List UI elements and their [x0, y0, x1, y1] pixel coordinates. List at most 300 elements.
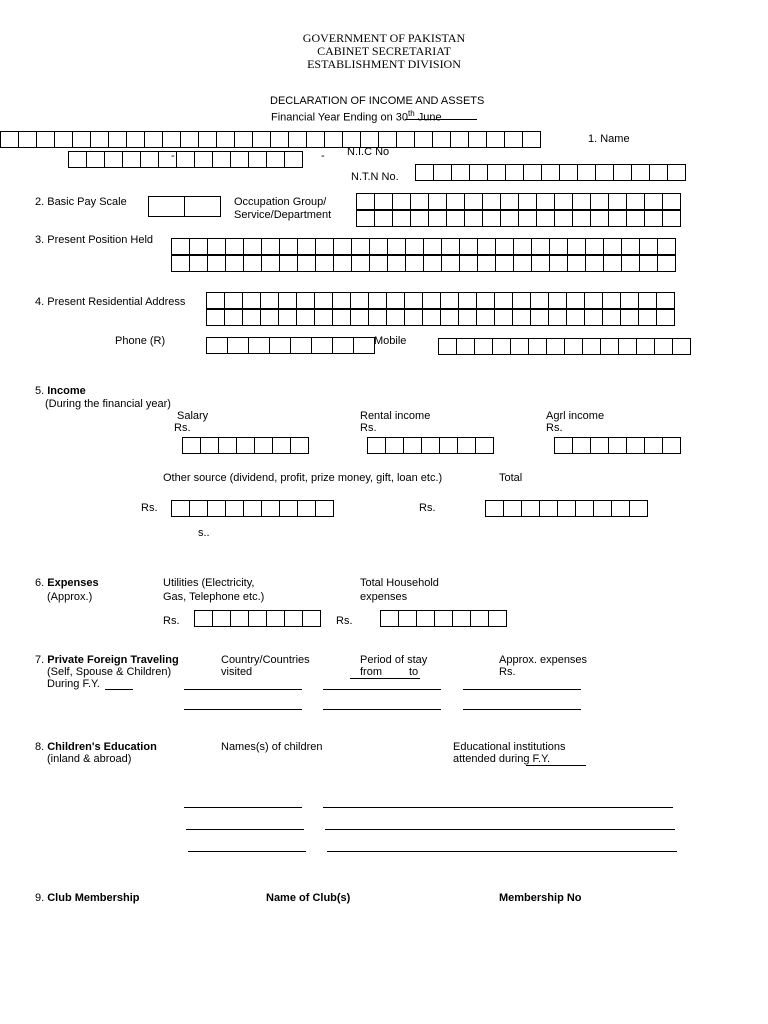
occupation-box[interactable] [356, 210, 375, 227]
agri-box[interactable] [572, 437, 591, 454]
child-name-line-3[interactable] [188, 851, 306, 852]
nic-box[interactable] [122, 151, 141, 168]
ntn-box[interactable] [433, 164, 452, 181]
address-box[interactable] [206, 292, 225, 309]
institution-line-2[interactable] [325, 829, 675, 830]
total-box[interactable] [557, 500, 576, 517]
name-box[interactable] [306, 131, 325, 148]
total-box[interactable] [593, 500, 612, 517]
position-box[interactable] [531, 238, 550, 255]
name-box[interactable] [36, 131, 55, 148]
total-box[interactable] [539, 500, 558, 517]
agri-boxes[interactable] [554, 437, 680, 454]
household-boxes[interactable] [380, 610, 506, 627]
position-box[interactable] [603, 238, 622, 255]
phone-boxes[interactable] [206, 337, 374, 354]
occupation-box[interactable] [572, 210, 591, 227]
position-box[interactable] [369, 255, 388, 272]
ntn-box[interactable] [649, 164, 668, 181]
occupation-box[interactable] [644, 193, 663, 210]
salary-box[interactable] [200, 437, 219, 454]
position-box[interactable] [495, 238, 514, 255]
occupation-box[interactable] [374, 193, 393, 210]
occupation-box[interactable] [428, 193, 447, 210]
nic-box[interactable] [284, 151, 303, 168]
total-boxes[interactable] [485, 500, 647, 517]
occupation-box[interactable] [410, 193, 429, 210]
household-box[interactable] [488, 610, 507, 627]
mobile-box[interactable] [492, 338, 511, 355]
position-box[interactable] [207, 255, 226, 272]
position-box[interactable] [621, 255, 640, 272]
other-source-box[interactable] [315, 500, 334, 517]
position-box[interactable] [405, 255, 424, 272]
occupation-box[interactable] [626, 193, 645, 210]
position-box[interactable] [441, 255, 460, 272]
name-box[interactable] [414, 131, 433, 148]
position-box[interactable] [585, 255, 604, 272]
total-box[interactable] [575, 500, 594, 517]
occupation-box[interactable] [518, 210, 537, 227]
address-box[interactable] [656, 309, 675, 326]
salary-box[interactable] [236, 437, 255, 454]
address-box[interactable] [638, 292, 657, 309]
ntn-box[interactable] [469, 164, 488, 181]
position-box[interactable] [189, 255, 208, 272]
name-box[interactable] [0, 131, 19, 148]
address-box[interactable] [494, 309, 513, 326]
name-box[interactable] [126, 131, 145, 148]
rental-box[interactable] [385, 437, 404, 454]
ntn-box[interactable] [595, 164, 614, 181]
rental-box[interactable] [421, 437, 440, 454]
address-box[interactable] [512, 309, 531, 326]
bps-box[interactable] [184, 196, 221, 217]
other-source-boxes[interactable] [171, 500, 333, 517]
position-box[interactable] [387, 255, 406, 272]
position-box[interactable] [477, 255, 496, 272]
rental-box[interactable] [457, 437, 476, 454]
salary-box[interactable] [182, 437, 201, 454]
address-box[interactable] [620, 292, 639, 309]
period-line-2[interactable] [323, 709, 441, 710]
expenses-line-1[interactable] [463, 689, 581, 690]
ntn-box[interactable] [487, 164, 506, 181]
nic-boxes[interactable] [68, 151, 302, 168]
household-box[interactable] [434, 610, 453, 627]
address-box[interactable] [530, 292, 549, 309]
institution-line-3[interactable] [327, 851, 677, 852]
other-source-box[interactable] [243, 500, 262, 517]
occupation-box[interactable] [374, 210, 393, 227]
position-box[interactable] [297, 238, 316, 255]
nic-box[interactable] [68, 151, 87, 168]
household-box[interactable] [398, 610, 417, 627]
position-box[interactable] [351, 255, 370, 272]
name-box[interactable] [270, 131, 289, 148]
address-box[interactable] [260, 292, 279, 309]
address-box[interactable] [494, 292, 513, 309]
position-box[interactable] [441, 238, 460, 255]
address-box[interactable] [296, 292, 315, 309]
occupation-box[interactable] [608, 210, 627, 227]
ntn-box[interactable] [667, 164, 686, 181]
occupation-box[interactable] [500, 193, 519, 210]
name-box[interactable] [324, 131, 343, 148]
name-box[interactable] [54, 131, 73, 148]
position-box[interactable] [513, 255, 532, 272]
address-box[interactable] [530, 309, 549, 326]
household-box[interactable] [452, 610, 471, 627]
ntn-box[interactable] [541, 164, 560, 181]
address-box[interactable] [584, 292, 603, 309]
agri-box[interactable] [644, 437, 663, 454]
occupation-box[interactable] [536, 193, 555, 210]
country-line-2[interactable] [184, 709, 302, 710]
phone-box[interactable] [290, 337, 312, 354]
position-box[interactable] [261, 255, 280, 272]
address-box[interactable] [566, 309, 585, 326]
position-box[interactable] [549, 255, 568, 272]
position-box[interactable] [657, 238, 676, 255]
position-box[interactable] [171, 255, 190, 272]
occupation-box[interactable] [410, 210, 429, 227]
address-box[interactable] [332, 292, 351, 309]
address-box[interactable] [404, 309, 423, 326]
occupation-box[interactable] [554, 193, 573, 210]
other-source-box[interactable] [171, 500, 190, 517]
position-box[interactable] [477, 238, 496, 255]
utilities-box[interactable] [230, 610, 249, 627]
name-box[interactable] [216, 131, 235, 148]
utilities-box[interactable] [212, 610, 231, 627]
total-box[interactable] [521, 500, 540, 517]
mobile-box[interactable] [528, 338, 547, 355]
nic-box[interactable] [86, 151, 105, 168]
other-source-box[interactable] [297, 500, 316, 517]
agri-box[interactable] [662, 437, 681, 454]
nic-box[interactable] [104, 151, 123, 168]
mobile-box[interactable] [474, 338, 493, 355]
address-box[interactable] [314, 309, 333, 326]
address-box[interactable] [350, 309, 369, 326]
ntn-box[interactable] [559, 164, 578, 181]
name-box[interactable] [468, 131, 487, 148]
other-source-box[interactable] [225, 500, 244, 517]
address-box[interactable] [440, 292, 459, 309]
position-box[interactable] [243, 255, 262, 272]
name-box[interactable] [108, 131, 127, 148]
address-box[interactable] [278, 292, 297, 309]
address-box[interactable] [242, 309, 261, 326]
phone-box[interactable] [353, 337, 375, 354]
name-box[interactable] [486, 131, 505, 148]
occupation-box[interactable] [644, 210, 663, 227]
address-box[interactable] [332, 309, 351, 326]
mobile-boxes[interactable] [438, 338, 690, 355]
name-box[interactable] [162, 131, 181, 148]
name-box[interactable] [522, 131, 541, 148]
mobile-box[interactable] [582, 338, 601, 355]
name-box[interactable] [198, 131, 217, 148]
ntn-box[interactable] [505, 164, 524, 181]
utilities-box[interactable] [302, 610, 321, 627]
bps-boxes[interactable] [148, 196, 220, 217]
address-box[interactable] [548, 292, 567, 309]
utilities-box[interactable] [194, 610, 213, 627]
household-box[interactable] [380, 610, 399, 627]
rental-box[interactable] [403, 437, 422, 454]
agri-box[interactable] [626, 437, 645, 454]
other-source-box[interactable] [261, 500, 280, 517]
address-box[interactable] [620, 309, 639, 326]
address-box[interactable] [224, 309, 243, 326]
mobile-box[interactable] [600, 338, 619, 355]
occupation-box[interactable] [446, 210, 465, 227]
position-box[interactable] [315, 238, 334, 255]
name-box[interactable] [450, 131, 469, 148]
utilities-box[interactable] [248, 610, 267, 627]
salary-box[interactable] [254, 437, 273, 454]
nic-box[interactable] [230, 151, 249, 168]
mobile-box[interactable] [438, 338, 457, 355]
expenses-line-2[interactable] [463, 709, 581, 710]
household-box[interactable] [416, 610, 435, 627]
position-box[interactable] [567, 238, 586, 255]
utilities-box[interactable] [284, 610, 303, 627]
position-box[interactable] [423, 238, 442, 255]
name-box[interactable] [252, 131, 271, 148]
position-box[interactable] [261, 238, 280, 255]
occupation-box[interactable] [590, 210, 609, 227]
position-box[interactable] [459, 255, 478, 272]
child-name-line-1[interactable] [184, 807, 302, 808]
total-box[interactable] [629, 500, 648, 517]
position-box[interactable] [369, 238, 388, 255]
agri-box[interactable] [608, 437, 627, 454]
position-boxes[interactable] [171, 238, 675, 272]
position-box[interactable] [639, 255, 658, 272]
address-box[interactable] [242, 292, 261, 309]
name-box[interactable] [504, 131, 523, 148]
child-name-line-2[interactable] [186, 829, 304, 830]
occupation-box[interactable] [482, 193, 501, 210]
position-box[interactable] [495, 255, 514, 272]
name-box[interactable] [180, 131, 199, 148]
address-box[interactable] [368, 309, 387, 326]
mobile-box[interactable] [564, 338, 583, 355]
position-box[interactable] [333, 238, 352, 255]
institution-line-1[interactable] [323, 807, 673, 808]
position-box[interactable] [405, 238, 424, 255]
salary-boxes[interactable] [182, 437, 308, 454]
salary-box[interactable] [218, 437, 237, 454]
occupation-box[interactable] [464, 210, 483, 227]
address-boxes[interactable] [206, 292, 674, 326]
mobile-box[interactable] [672, 338, 691, 355]
address-box[interactable] [386, 309, 405, 326]
position-box[interactable] [189, 238, 208, 255]
position-box[interactable] [513, 238, 532, 255]
occupation-box[interactable] [554, 210, 573, 227]
position-box[interactable] [621, 238, 640, 255]
mobile-box[interactable] [636, 338, 655, 355]
occupation-box[interactable] [518, 193, 537, 210]
rental-box[interactable] [439, 437, 458, 454]
position-box[interactable] [585, 238, 604, 255]
position-box[interactable] [297, 255, 316, 272]
ntn-box[interactable] [613, 164, 632, 181]
other-source-box[interactable] [189, 500, 208, 517]
name-box[interactable] [234, 131, 253, 148]
position-box[interactable] [207, 238, 226, 255]
phone-box[interactable] [269, 337, 291, 354]
position-box[interactable] [279, 255, 298, 272]
occupation-box[interactable] [608, 193, 627, 210]
phone-box[interactable] [227, 337, 249, 354]
total-box[interactable] [485, 500, 504, 517]
occupation-box[interactable] [626, 210, 645, 227]
rental-box[interactable] [367, 437, 386, 454]
total-box[interactable] [611, 500, 630, 517]
agri-box[interactable] [554, 437, 573, 454]
position-box[interactable] [657, 255, 676, 272]
position-box[interactable] [351, 238, 370, 255]
nic-box[interactable] [140, 151, 159, 168]
nic-box[interactable] [176, 151, 195, 168]
ntn-box[interactable] [415, 164, 434, 181]
position-box[interactable] [603, 255, 622, 272]
occupation-box[interactable] [590, 193, 609, 210]
occupation-boxes[interactable] [356, 193, 680, 227]
address-box[interactable] [350, 292, 369, 309]
occupation-box[interactable] [428, 210, 447, 227]
other-source-box[interactable] [207, 500, 226, 517]
nic-box[interactable] [212, 151, 231, 168]
address-box[interactable] [422, 292, 441, 309]
other-source-box[interactable] [279, 500, 298, 517]
bps-box[interactable] [148, 196, 185, 217]
phone-box[interactable] [206, 337, 228, 354]
phone-box[interactable] [311, 337, 333, 354]
mobile-box[interactable] [546, 338, 565, 355]
position-box[interactable] [225, 238, 244, 255]
address-box[interactable] [386, 292, 405, 309]
address-box[interactable] [440, 309, 459, 326]
position-box[interactable] [171, 238, 190, 255]
address-box[interactable] [296, 309, 315, 326]
nic-box[interactable] [266, 151, 285, 168]
occupation-box[interactable] [482, 210, 501, 227]
position-box[interactable] [243, 238, 262, 255]
name-box[interactable] [90, 131, 109, 148]
phone-box[interactable] [248, 337, 270, 354]
address-box[interactable] [260, 309, 279, 326]
occupation-box[interactable] [572, 193, 591, 210]
address-box[interactable] [656, 292, 675, 309]
position-box[interactable] [639, 238, 658, 255]
position-box[interactable] [459, 238, 478, 255]
address-box[interactable] [638, 309, 657, 326]
position-box[interactable] [531, 255, 550, 272]
position-box[interactable] [567, 255, 586, 272]
occupation-box[interactable] [536, 210, 555, 227]
name-box[interactable] [396, 131, 415, 148]
address-box[interactable] [224, 292, 243, 309]
occupation-box[interactable] [662, 210, 681, 227]
utilities-box[interactable] [266, 610, 285, 627]
position-box[interactable] [279, 238, 298, 255]
position-box[interactable] [387, 238, 406, 255]
agri-box[interactable] [590, 437, 609, 454]
occupation-box[interactable] [662, 193, 681, 210]
ntn-boxes[interactable] [415, 164, 685, 181]
address-box[interactable] [476, 309, 495, 326]
ntn-box[interactable] [577, 164, 596, 181]
position-box[interactable] [549, 238, 568, 255]
position-box[interactable] [225, 255, 244, 272]
occupation-box[interactable] [356, 193, 375, 210]
utilities-boxes[interactable] [194, 610, 320, 627]
mobile-box[interactable] [510, 338, 529, 355]
address-box[interactable] [458, 309, 477, 326]
mobile-box[interactable] [654, 338, 673, 355]
mobile-box[interactable] [618, 338, 637, 355]
address-box[interactable] [404, 292, 423, 309]
nic-box[interactable] [194, 151, 213, 168]
mobile-box[interactable] [456, 338, 475, 355]
ntn-box[interactable] [631, 164, 650, 181]
occupation-box[interactable] [446, 193, 465, 210]
address-box[interactable] [458, 292, 477, 309]
name-boxes[interactable] [0, 131, 540, 148]
position-box[interactable] [423, 255, 442, 272]
address-box[interactable] [422, 309, 441, 326]
name-box[interactable] [432, 131, 451, 148]
ntn-box[interactable] [523, 164, 542, 181]
ntn-box[interactable] [451, 164, 470, 181]
phone-box[interactable] [332, 337, 354, 354]
name-box[interactable] [144, 131, 163, 148]
name-box[interactable] [18, 131, 37, 148]
address-box[interactable] [206, 309, 225, 326]
occupation-box[interactable] [500, 210, 519, 227]
total-box[interactable] [503, 500, 522, 517]
address-box[interactable] [278, 309, 297, 326]
rental-box[interactable] [475, 437, 494, 454]
period-line-1[interactable] [323, 689, 441, 690]
address-box[interactable] [314, 292, 333, 309]
address-box[interactable] [602, 292, 621, 309]
name-box[interactable] [72, 131, 91, 148]
salary-box[interactable] [272, 437, 291, 454]
address-box[interactable] [476, 292, 495, 309]
address-box[interactable] [512, 292, 531, 309]
nic-box[interactable] [248, 151, 267, 168]
address-box[interactable] [566, 292, 585, 309]
position-box[interactable] [315, 255, 334, 272]
address-box[interactable] [584, 309, 603, 326]
address-box[interactable] [368, 292, 387, 309]
salary-box[interactable] [290, 437, 309, 454]
occupation-box[interactable] [392, 210, 411, 227]
occupation-box[interactable] [464, 193, 483, 210]
rental-boxes[interactable] [367, 437, 493, 454]
address-box[interactable] [602, 309, 621, 326]
occupation-box[interactable] [392, 193, 411, 210]
country-line-1[interactable] [184, 689, 302, 690]
household-box[interactable] [470, 610, 489, 627]
